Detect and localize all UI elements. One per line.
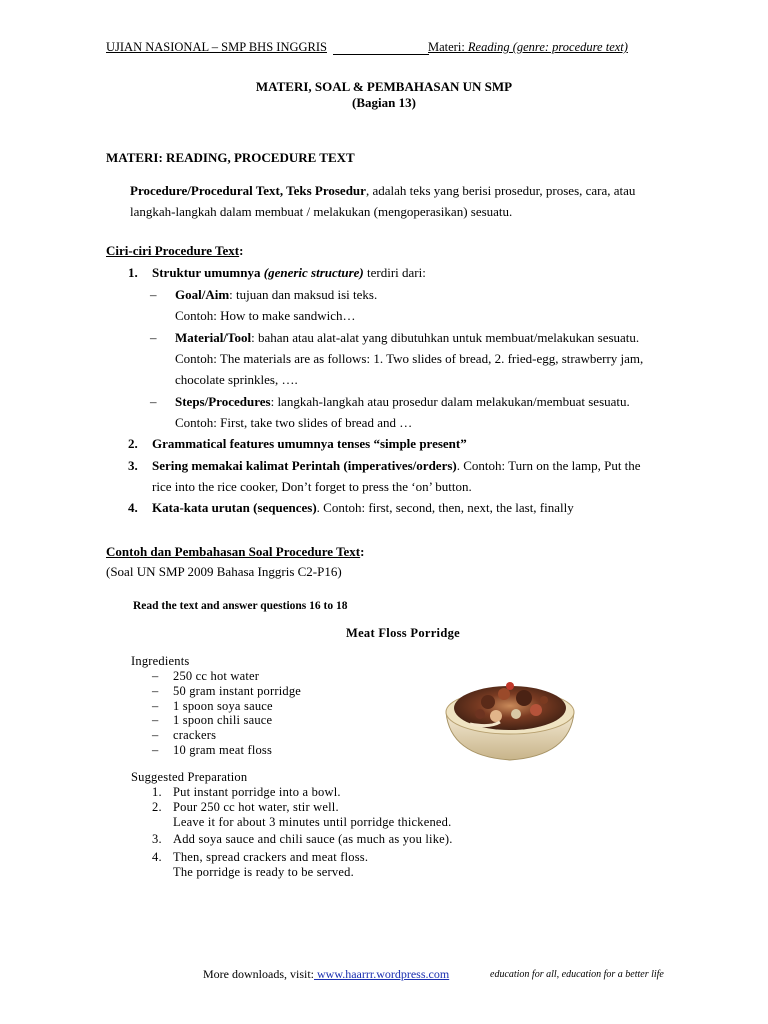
step-text: Then, spread crackers and meat floss.: [173, 850, 369, 864]
item-bold: Grammatical features umumnya tenses “simple present”: [152, 436, 467, 451]
list-number: 2.: [128, 436, 138, 451]
step-number: 2.: [152, 800, 162, 814]
page-subtitle: (Bagian 13): [352, 95, 416, 110]
list-item-1: [128, 262, 712, 283]
dash-bullet: –: [152, 728, 159, 743]
step-text-cont: The porridge is ready to be served.: [173, 865, 354, 879]
footer: [203, 967, 449, 982]
dash-bullet: –: [152, 669, 159, 683]
soal-source: (Soal UN SMP 2009 Bahasa Inggris C2-P16): [106, 564, 342, 579]
ingredients-list: [152, 669, 432, 758]
footer-tagline: education for all, education for a better life: [490, 969, 664, 980]
list-item: [152, 850, 572, 880]
list-item: [152, 669, 432, 684]
header-right-prefix: Materi:: [428, 40, 468, 54]
item-bold: Struktur umumnya: [152, 265, 264, 280]
definition-line1: , adalah teks yang berisi prosedur, proses, cara, atau: [365, 183, 636, 198]
dash-bullet: –: [152, 742, 159, 757]
ingredient-text: 1 spoon chili sauce: [173, 713, 273, 728]
dash-bullet: –: [152, 698, 159, 713]
definition-line2: langkah-langkah dalam membuat / melakukan (mengoperasikan) sesuatu.: [130, 204, 513, 219]
ciri-heading: [106, 240, 243, 261]
step-text: Put instant porridge into a bowl.: [173, 785, 341, 799]
sub-item-desc: : langkah-langkah atau prosedur dalam melakukan/membuat sesuatu.: [270, 394, 630, 409]
list-item: [152, 699, 432, 714]
question-instruction: Read the text and answer questions 16 to 18: [133, 600, 348, 612]
sub-item-term: Goal/Aim: [175, 287, 230, 302]
list-number: 3.: [128, 458, 138, 473]
recipe-title: Meat Floss Porridge: [345, 626, 460, 640]
header-left: UJIAN NASIONAL – SMP BHS INGGRIS: [106, 40, 327, 54]
page-title: MATERI, SOAL & PEMBAHASAN UN SMP: [255, 79, 513, 94]
step-number: 1.: [152, 785, 162, 799]
sub-item-desc: : bahan atau alat-alat yang dibutuhkan untuk membuat/melakukan sesuatu.: [251, 330, 640, 345]
sub-item-term: Material/Tool: [175, 330, 252, 345]
step-number: 4.: [152, 850, 162, 864]
preparation-label: Suggested Preparation: [131, 770, 248, 784]
list-item-3: [128, 455, 712, 497]
sub-item-example: Contoh: First, take two slides of bread and …: [175, 415, 413, 430]
step-number: 3.: [152, 832, 162, 846]
list-number: 4.: [128, 500, 138, 515]
ingredient-text: 250 cc hot water: [173, 669, 260, 683]
footer-link[interactable]: www.haarrr.wordpress.com: [314, 967, 450, 981]
contoh-heading: [106, 541, 365, 562]
item-bold: Sering memakai kalimat Perintah (imperatives/orders): [152, 458, 457, 473]
item-rest: . Contoh: Turn on the lamp, Put the: [456, 458, 641, 473]
step-text-cont: Leave it for about 3 minutes until porridge thickened.: [173, 815, 452, 829]
list-item: [152, 743, 432, 758]
sub-item-goal: [150, 284, 715, 326]
header-underline-gap: [333, 40, 429, 55]
list-item: [152, 800, 572, 830]
preparation-steps: [152, 785, 572, 880]
list-item: [152, 785, 572, 800]
ingredient-text: 1 spoon soya sauce: [173, 698, 273, 713]
ingredient-text: 10 gram meat floss: [173, 742, 273, 757]
ingredient-text: 50 gram instant porridge: [173, 683, 302, 698]
sub-item-steps: [150, 391, 715, 433]
dash-bullet: –: [152, 713, 159, 728]
header-right-italic: Reading (genre: procedure text): [467, 40, 628, 54]
contoh-heading-colon: :: [360, 544, 365, 559]
sub-item-example: Contoh: The materials are as follows: 1. Two slides of bread, 2. fried-egg, strawberry jam,: [175, 351, 644, 366]
header-right: [428, 40, 628, 55]
item-line2: rice into the rice cooker, Don’t forget to press the ‘on’ button.: [152, 479, 472, 494]
dash-bullet: –: [150, 394, 157, 409]
footer-prefix: More downloads, visit:: [203, 967, 314, 981]
contoh-heading-text: Contoh dan Pembahasan Soal Procedure Text: [106, 544, 361, 559]
sub-item-example: Contoh: How to make sandwich…: [175, 308, 356, 323]
step-text: Add soya sauce and chili sauce (as much as you like).: [173, 832, 453, 846]
item-bold-italic: (generic structure): [263, 265, 364, 280]
sub-item-example-cont: chocolate sprinkles, ….: [175, 372, 298, 387]
definition-paragraph: [130, 180, 690, 222]
list-item-2: [128, 433, 712, 454]
ingredients-label: Ingredients: [131, 654, 190, 668]
sub-item-desc: : tujuan dan maksud isi teks.: [229, 287, 378, 302]
sub-item-material: [150, 327, 715, 390]
list-item: [152, 832, 572, 847]
materi-heading: MATERI: READING, PROCEDURE TEXT: [106, 150, 355, 165]
porridge-bowl-image: [440, 664, 580, 764]
list-item: [152, 713, 432, 728]
dash-bullet: –: [150, 287, 157, 302]
ciri-heading-colon: :: [239, 243, 244, 258]
list-item-4: [128, 497, 712, 518]
definition-term: Procedure/Procedural Text, Teks Prosedur: [130, 183, 366, 198]
item-rest: terdiri dari:: [363, 265, 426, 280]
dash-bullet: –: [150, 330, 157, 345]
item-rest: . Contoh: first, second, then, next, the last, finally: [316, 500, 574, 515]
ingredient-text: crackers: [173, 728, 217, 743]
item-bold: Kata-kata urutan (sequences): [152, 500, 317, 515]
step-text: Pour 250 cc hot water, stir well.: [173, 800, 339, 814]
dash-bullet: –: [152, 683, 159, 698]
sub-item-term: Steps/Procedures: [175, 394, 271, 409]
list-item: [152, 728, 432, 743]
list-number: 1.: [128, 265, 138, 280]
list-item: [152, 684, 432, 699]
ciri-heading-text: Ciri-ciri Procedure Text: [106, 243, 240, 258]
